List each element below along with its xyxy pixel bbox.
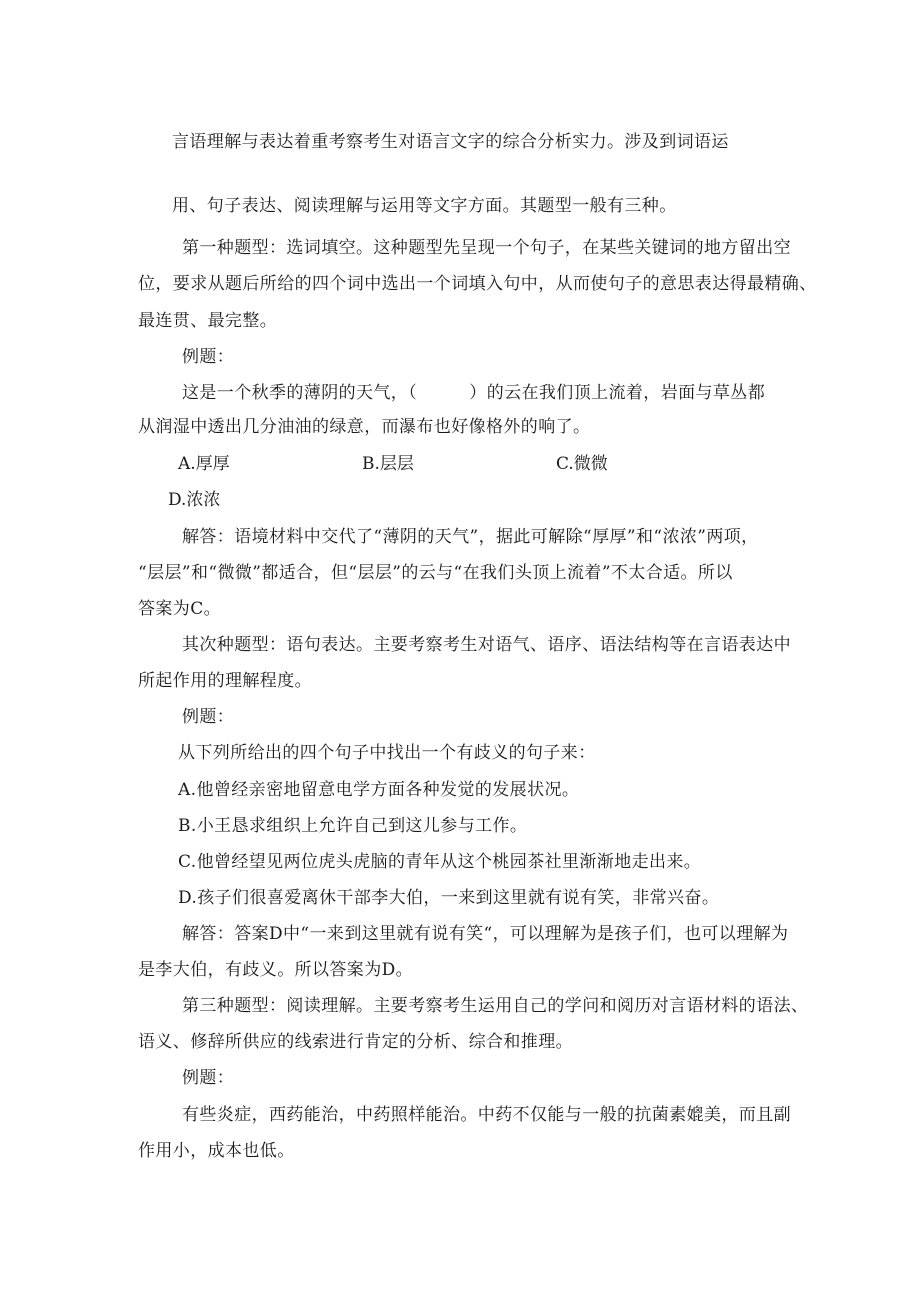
type1-option-c: C.微微 (556, 454, 608, 474)
intro-line-1: 言语理解与表达着重考察考生对语言文字的综合分析实力。涉及到词语运 (172, 132, 729, 152)
type1-desc-line-3: 最连贯、最完整。 (138, 311, 278, 331)
type1-answer-line-1: 解答：语境材料中交代了“薄阴的天气”，据此可解除“厚厚”和“浓浓”两项， (182, 527, 759, 547)
type2-question: 从下列所给出的四个句子中找出一个有歧义的句子来： (178, 743, 596, 763)
type1-question-line-2: 从润湿中透出几分油油的绿意，而瀑布也好像格外的响了。 (138, 417, 591, 437)
type3-desc-line-1: 第三种题型：阅读理解。主要考察考生运用自己的学问和阅历对言语材料的语法、 (182, 996, 809, 1016)
type2-answer-line-2: 是李大伯，有歧义。所以答案为D。 (138, 960, 414, 980)
type2-option-a: A.他曾经亲密地留意电学方面各种发觉的发展状况。 (178, 780, 580, 800)
type2-desc-line-1: 其次种题型：语句表达。主要考察考生对语气、语序、语法结构等在言语表达中 (182, 635, 791, 655)
type1-option-b: B.层层 (362, 454, 414, 474)
type2-example-label: 例题： (182, 707, 235, 727)
type1-question-line-1: 这是一个秋季的薄阴的天气，（ ）的云在我们顶上流着，岩面与草丛都 (182, 383, 766, 403)
type3-example-label: 例题： (182, 1068, 235, 1088)
type1-option-a: A.厚厚 (178, 454, 230, 474)
type3-question-line-2: 作用小，成本也低。 (138, 1141, 295, 1161)
type1-desc-line-2: 位，要求从题后所给的四个词中选出一个词填入句中，从而使句子的意思表达得最精确、 (138, 274, 817, 294)
type1-example-label: 例题： (182, 347, 235, 367)
type2-answer-line-1: 解答：答案D中“一来到这里就有说有笑“，可以理解为是孩子们，也可以理解为 (182, 924, 789, 944)
type3-desc-line-2: 语义、修辞所供应的线索进行肯定的分析、综合和推理。 (138, 1032, 573, 1052)
type2-option-c: C.他曾经望见两位虎头虎脑的青年从这个桃园茶社里渐渐地走出来。 (178, 852, 702, 872)
type3-question-line-1: 有些炎症，西药能治，中药照样能治。中药不仅能与一般的抗菌素媲美，而且副 (182, 1105, 791, 1125)
type2-option-b: B.小王恳求组织上允许自己到这儿参与工作。 (178, 816, 528, 836)
type1-desc-line-1: 第一种题型：选词填空。这种题型先呈现一个句子，在某些关键词的地方留出空 (182, 238, 791, 258)
type1-answer-line-2: “层层”和“微微”都适合，但“层层”的云与“在我们头顶上流着”不太合适。所以 (138, 563, 733, 583)
type1-option-d: D.浓浓 (168, 490, 221, 510)
type1-answer-line-3: 答案为C。 (138, 599, 222, 619)
intro-line-2: 用、句子表达、阅读理解与运用等文字方面。其题型一般有三种。 (172, 196, 677, 216)
type2-desc-line-2: 所起作用的理解程度。 (138, 671, 312, 691)
type2-option-d: D.孩子们很喜爱离休干部李大伯，一来到这里就有说有笑，非常兴奋。 (178, 888, 720, 908)
